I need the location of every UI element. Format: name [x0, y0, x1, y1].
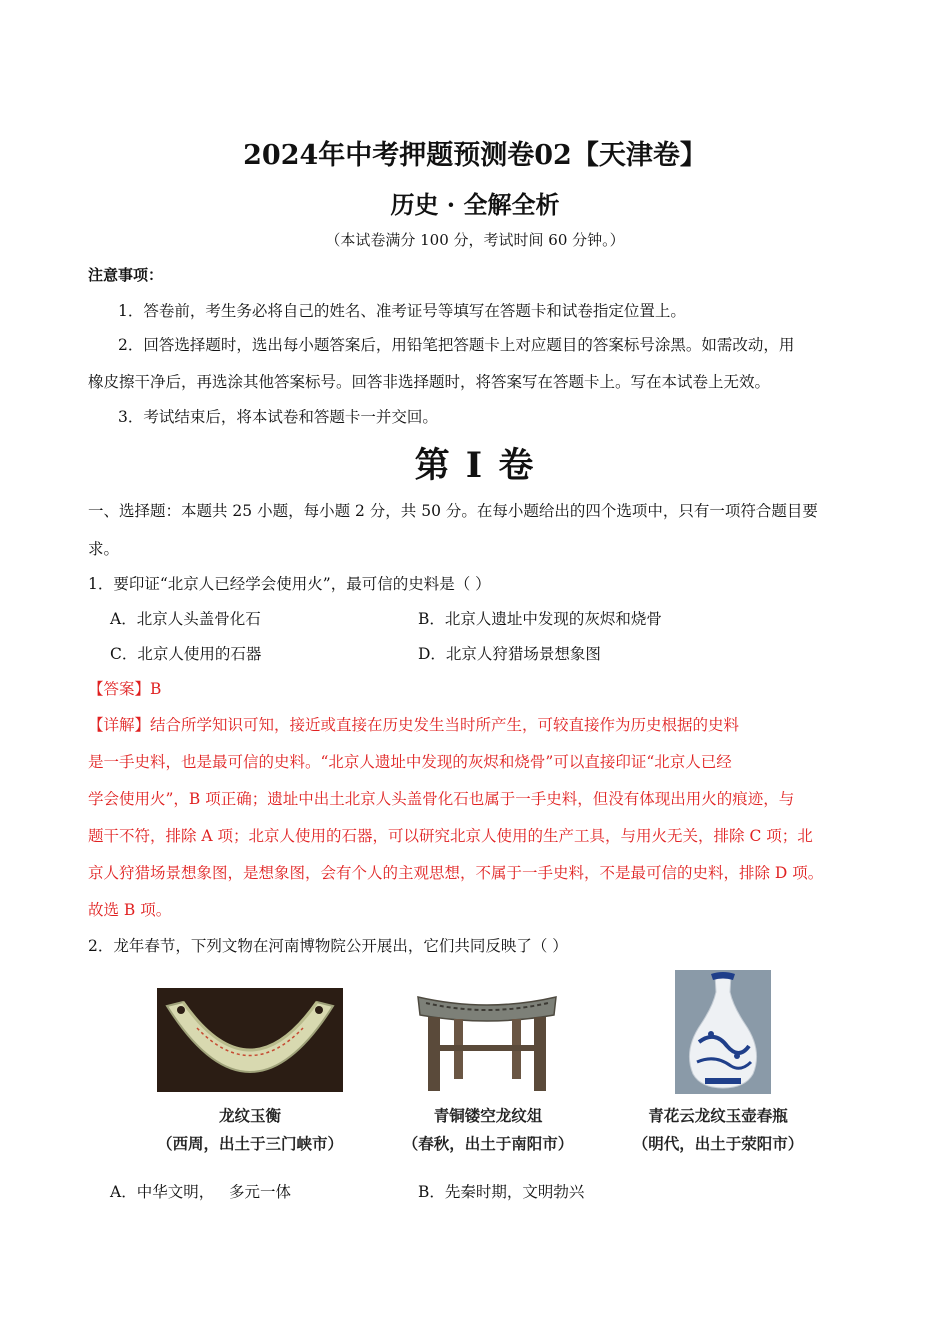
artifact-name: 青花云龙纹玉壶春瓶	[648, 1107, 788, 1125]
q1-answer: 【答案】B	[88, 680, 162, 698]
q1-option-a: A．北京人头盖骨化石	[110, 610, 261, 628]
q1-explanation-line: 题干不符，排除 A 项；北京人使用的石器，可以研究北京人使用的生产工具，与用火无关，排除 C 项；北	[88, 827, 813, 845]
page-subtitle: 历史 · 全解全析	[390, 190, 560, 219]
q1-explanation-line: 学会使用火”，B 项正确；遗址中出土北京人头盖骨化石也属于一手史料，但没有体现出用火的痕迹，与	[88, 790, 795, 808]
section-instruction: 一、选择题：本题共 25 小题，每小题 2 分，共 50 分。在每小题给出的四个选项中，只有一项符合题目要	[88, 502, 818, 520]
section-title: 第 I 卷	[414, 445, 536, 486]
artifact-detail: （春秋，出土于南阳市）	[402, 1135, 574, 1153]
artifact-name: 青铜镂空龙纹俎	[433, 1107, 543, 1125]
q1-option-d: D．北京人狩猎场景想象图	[418, 645, 601, 663]
q1-explanation-line: 京人狩猎场景想象图，是想象图，会有个人的主观思想，不属于一手史料，不是最可信的史料，排除 D 项。	[88, 864, 824, 882]
artifact-detail: （明代，出土于荥阳市）	[632, 1135, 804, 1153]
q1-option-c: C．北京人使用的石器	[110, 645, 262, 663]
q1-explanation-line: 是一手史料，也是最可信的史料。“北京人遗址中发现的灰烬和烧骨”可以直接印证“北京人已经	[88, 753, 732, 771]
exam-note: （本试卷满分 100 分，考试时间 60 分钟。）	[325, 231, 625, 249]
q2-option-b: B．先秦时期，文明勃兴	[418, 1183, 585, 1201]
question-1-stem: 1．要印证“北京人已经学会使用火”，最可信的史料是（ ）	[88, 575, 491, 593]
q1-option-b: B．北京人遗址中发现的灰烬和烧骨	[418, 610, 662, 628]
q2-option-a: A．中华文明， 多元一体	[110, 1183, 291, 1201]
notice-item: 橡皮擦干净后，再选涂其他答案标号。回答非选择题时，将答案写在答题卡上。写在本试卷上无效。	[88, 373, 771, 391]
artifact-detail: （西周，出土于三门峡市）	[156, 1135, 343, 1153]
jade-heng-image	[157, 988, 343, 1092]
q1-explanation-line: 故选 B 项。	[88, 901, 172, 919]
notice-item: 1．答卷前，考生务必将自己的姓名、准考证号等填写在答题卡和试卷指定位置上。	[118, 302, 686, 320]
notice-item: 3．考试结束后，将本试卷和答题卡一并交回。	[118, 408, 438, 426]
section-instruction: 求。	[88, 540, 120, 558]
q1-explanation-line: 【详解】结合所学知识可知，接近或直接在历史发生当时所产生，可较直接作为历史根据的史料	[88, 716, 740, 734]
artifact-name: 龙纹玉衡	[218, 1107, 281, 1125]
blue-white-vase-image	[675, 970, 771, 1094]
notices-heading: 注意事项：	[88, 266, 164, 284]
notice-item: 2．回答选择题时，选出每小题答案后，用铅笔把答题卡上对应题目的答案标号涂黑。如需改动，用	[118, 336, 795, 354]
question-2-stem: 2．龙年春节，下列文物在河南博物院公开展出，它们共同反映了（ ）	[88, 937, 568, 955]
bronze-zu-image	[414, 985, 560, 1097]
page-title: 2024年中考押题预测卷02【天津卷】	[243, 140, 707, 171]
